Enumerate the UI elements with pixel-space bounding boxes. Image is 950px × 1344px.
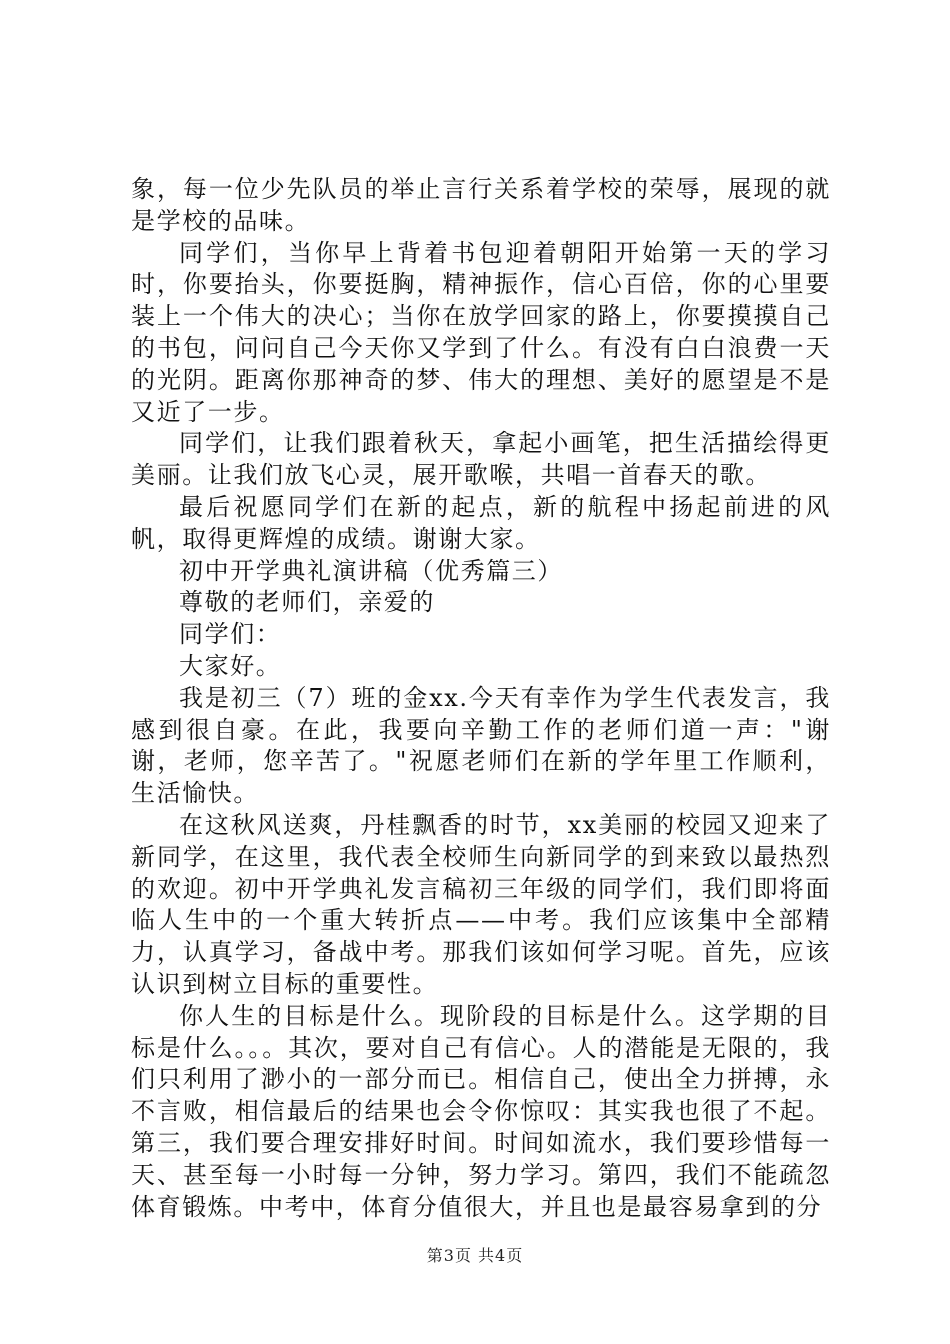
section-heading: 初中开学典礼演讲稿（优秀篇三） [179,556,563,585]
salutation-line: 同学们： [179,620,282,649]
paragraph: 同学们，让我们跟着秋天，拿起小画笔，把生活描绘得更美丽。让我们放飞心灵，展开歌喉，共唱一首春天的歌。 [131,429,831,490]
document-body [131,174,831,1223]
greeting-line: 大家好。 [179,651,282,680]
paragraph: 最后祝愿同学们在新的起点，新的航程中扬起前进的风帆，取得更辉煌的成绩。谢谢大家。 [131,492,831,553]
paragraph: 你人生的目标是什么。现阶段的目标是什么。这学期的目标是什么。。。其次，要对自己有信心。人的潜能是无限的，我们只利用了渺小的一部分而已。相信自己，使出全力拼搏，永不言败，相信最后的结果也会令你惊叹：其实我也很了不起。第三，我们要合理安排好时间。时间如流水，我们要珍惜每一天、甚至每一小时每一分钟，努力学习。第四，我们不能疏忽体育锻炼。中考中，体育分值很大，并且也是最容易拿到的分 [131,1001,831,1221]
paragraph: 在这秋风送爽，丹桂飘香的时节，xx美丽的校园又迎来了新同学，在这里，我代表全校师生向新同学的到来致以最热烈的欢迎。初中开学典礼发言稿初三年级的同学们，我们即将面临人生中的一个重大转折点——中考。我们应该集中全部精力，认真学习，备战中考。那我们该如何学习呢。首先，应该认识到树立目标的重要性。 [131,810,831,998]
paragraph-continuation: 象，每一位少先队员的举止言行关系着学校的荣辱，展现的就是学校的品味。 [131,175,831,235]
page-number-footer: 第3页 共4页 [426,1246,524,1265]
salutation-line: 尊敬的老师们，亲爱的 [179,588,435,617]
paragraph: 同学们，当你早上背着书包迎着朝阳开始第一天的学习时，你要抬头，你要挺胸，精神振作，信心百倍，你的心里要装上一个伟大的决心；当你在放学回家的路上，你要摸摸自己的书包，问问自己今天你又学到了什么。有没有白白浪费一天的光阴。距离你那神奇的梦、伟大的理想、美好的愿望是不是又近了一步。 [131,238,831,426]
paragraph: 我是初三（7）班的金xx.今天有幸作为学生代表发言，我感到很自豪。在此，我要向辛勤工作的老师们道一声："谢谢，老师，您辛苦了。"祝愿老师们在新的学年里工作顺利，生活愉快。 [131,683,831,808]
